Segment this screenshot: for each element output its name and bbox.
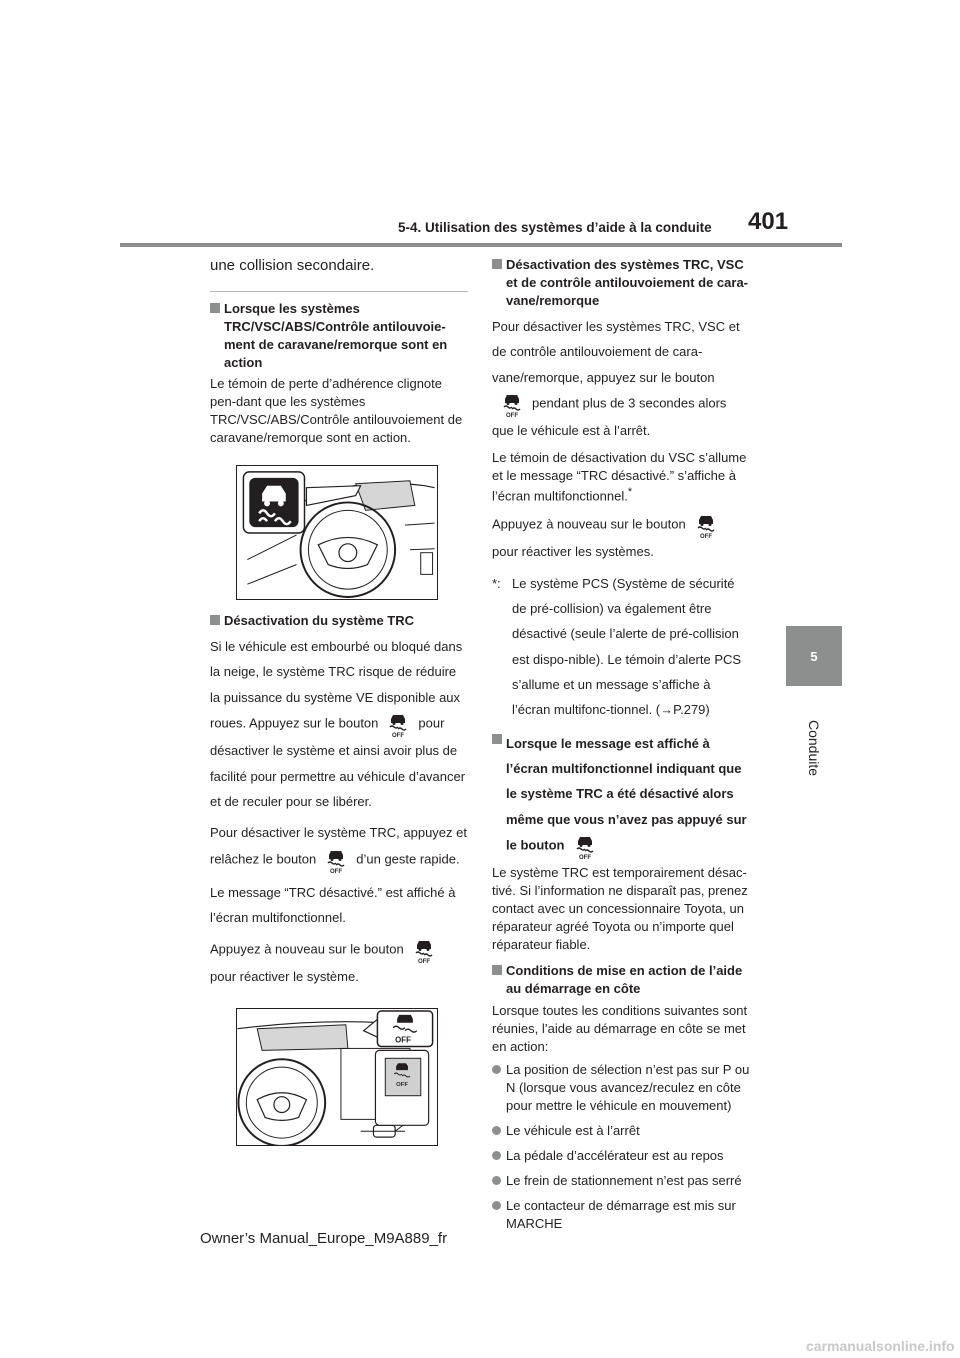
paragraph-vsc-reactivate bbox=[492, 511, 750, 564]
paragraph-vsc-disable-part1: Pour désactiver les systèmes TRC, VSC et de contrôle antilouvoiement de cara-vane/remorque, appuyez sur le bouton bbox=[492, 318, 740, 385]
section-heading-vsc-off: Désactivation des systèmes TRC, VSC et de contrôle antilouvoiement de cara-vane/remorque bbox=[492, 256, 750, 310]
paragraph-trc-stuck-part1: Si le véhicule est embourbé ou bloqué dans la neige, le système TRC risque de réduire la puissance du système VE disponible aux roues. Appuyez sur le bouton bbox=[210, 639, 463, 731]
paragraph-hill-start: Lorsque toutes les conditions suivantes sont réunies, l’aide au démarrage en côte se met en action: bbox=[492, 1002, 748, 1054]
footnote-mark: *: bbox=[492, 575, 501, 591]
list-item: Le frein de stationnement n’est pas serré bbox=[492, 1172, 750, 1190]
paragraph-trc-reactivate bbox=[210, 936, 468, 989]
paragraph-trc-reactivate-part1: Appuyez à nouveau sur le bouton bbox=[210, 941, 404, 957]
paragraph-vsc-reactivate-part1: Appuyez à nouveau sur le bouton bbox=[492, 516, 686, 532]
paragraph-trc-disable-part1: Pour désactiver le système TRC, appuyez et relâchez le bouton bbox=[210, 825, 467, 866]
manual-id: Owner’s Manual_Europe_M9A889_fr bbox=[200, 1230, 448, 1247]
list-item: Le contacteur de démarrage est mis sur MARCHE bbox=[492, 1197, 750, 1233]
paragraph-trc-reactivate-part2: pour réactiver le système. bbox=[210, 969, 359, 985]
slip-indicator-illustration bbox=[237, 466, 437, 599]
figure-slip-indicator bbox=[236, 465, 438, 600]
vsc-off-button-icon bbox=[384, 710, 412, 738]
watermark: carmanualsonline.info bbox=[806, 1338, 955, 1354]
left-column bbox=[210, 256, 468, 1146]
chapter-label-text: Conduite bbox=[806, 720, 822, 777]
svg-text:OFF: OFF bbox=[417, 959, 430, 965]
paragraph-trc-temporary: Le système TRC est temporairement désac-tivé. Si l’information ne disparaît pas, prenez contact avec un concessionnaire Toyota, un réparateur agréé Toyota ou n’importe quel réparateur fiable. bbox=[492, 865, 748, 952]
svg-text:OFF: OFF bbox=[330, 868, 343, 874]
lead-text: une collision secondaire. bbox=[210, 257, 375, 274]
vsc-off-button-icon bbox=[410, 936, 438, 964]
chapter-tab bbox=[786, 626, 842, 686]
footnote-marker: * bbox=[627, 486, 633, 499]
section-heading-trc-off: Désactivation du système TRC bbox=[210, 612, 468, 630]
svg-text:OFF: OFF bbox=[395, 1035, 411, 1045]
vsc-off-button-icon bbox=[322, 846, 350, 874]
section-body-active: Le témoin de perte d’adhérence clignote pen-dant que les systèmes TRC/VSC/ABS/Contrôle antilouvoiement de caravane/remorque sont en action. bbox=[210, 376, 463, 446]
svg-text:OFF: OFF bbox=[392, 733, 405, 739]
paragraph-trc-stuck-part2: pour désactiver le système et ainsi avoir plus de facilité pour permettre au véhicule d’avancer et de reculer pour se libérer. bbox=[210, 715, 466, 809]
list-item: La pédale d’accélérateur est au repos bbox=[492, 1147, 750, 1165]
section-heading-active: Lorsque les systèmes TRC/VSC/ABS/Contrôle antilouvoie-ment de caravane/remorque sont en action bbox=[210, 300, 468, 372]
paragraph-vsc-disable bbox=[492, 314, 750, 443]
svg-text:OFF: OFF bbox=[699, 534, 712, 540]
paragraph-trc-message: Le message “TRC désactivé.” est affiché à l’écran multifonctionnel. bbox=[210, 884, 456, 925]
section-title: 5-4. Utilisation des systèmes d’aide à la conduite bbox=[398, 220, 712, 235]
chapter-label bbox=[786, 688, 842, 788]
right-column bbox=[492, 256, 750, 1240]
paragraph-vsc-message bbox=[492, 449, 750, 505]
vsc-off-button-icon bbox=[571, 832, 599, 860]
svg-text:OFF: OFF bbox=[396, 1081, 408, 1088]
svg-text:OFF: OFF bbox=[506, 412, 518, 418]
paragraph-trc-disable-part2: d’un geste rapide. bbox=[356, 850, 460, 866]
list-item: Le véhicule est à l’arrêt bbox=[492, 1122, 750, 1140]
vsc-off-button-icon bbox=[498, 390, 526, 418]
list-item: La position de sélection n’est pas sur P ou N (lorsque vous avancez/reculez en côte pour mettre le véhicule en mouvement) bbox=[492, 1061, 750, 1115]
paragraph-trc-disable bbox=[210, 820, 468, 873]
paragraph-trc-stuck bbox=[210, 634, 468, 814]
svg-text:OFF: OFF bbox=[578, 855, 591, 861]
vsc-off-button-illustration bbox=[237, 1009, 437, 1145]
condition-list bbox=[492, 1061, 750, 1233]
section-heading-trc-message-text: Lorsque le message est affiché à l’écran multifonctionnel indiquant que le système TRC a été désactivé alors même que vous n’avez pas appuyé sur le bouton bbox=[506, 735, 747, 853]
paragraph-vsc-disable-part2: pendant plus de 3 secondes alors que le véhicule est à l’arrêt. bbox=[492, 395, 727, 438]
figure-vsc-off-button bbox=[236, 1008, 438, 1146]
header-rule bbox=[120, 243, 842, 247]
page-number: 401 bbox=[748, 208, 789, 235]
divider bbox=[210, 291, 468, 292]
section-heading-hill-start: Conditions de mise en action de l’aide au démarrage en côte bbox=[492, 962, 750, 998]
paragraph-vsc-reactivate-part2: pour réactiver les systèmes. bbox=[492, 544, 654, 560]
footnote-text: Le système PCS (Système de sécurité de pré-collision) va également être désactivé (seule l’alerte de pré-collision est dispo-nible). Le témoin d’alerte PCS s’allume et un message s’affiche à l’écran multifonc-tionnel. (→P.279) bbox=[512, 575, 742, 718]
section-heading-trc-message bbox=[492, 731, 750, 860]
paragraph-vsc-message-text: Le témoin de désactivation du VSC s’allume et le message “TRC désactivé.” s’affiche à l’écran multifonctionnel. bbox=[492, 450, 747, 504]
footnote bbox=[492, 571, 750, 723]
chapter-number: 5 bbox=[810, 648, 818, 664]
vsc-off-button-icon bbox=[692, 511, 720, 539]
